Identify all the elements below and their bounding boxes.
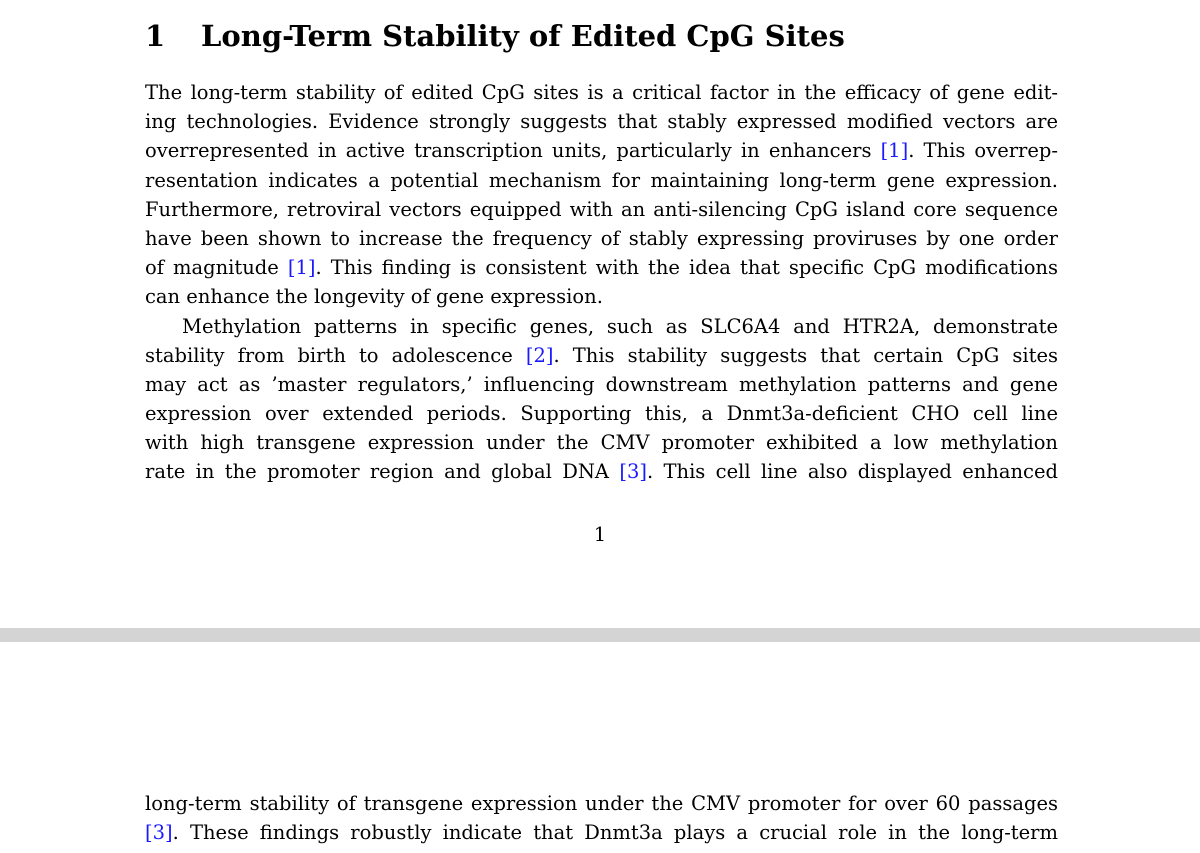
- section-title: Long-Term Stability of Edited CpG Sites: [201, 19, 845, 53]
- citation-link[interactable]: [2]: [525, 343, 554, 367]
- page-2-body: [145, 789, 1058, 847]
- text-line: expression over extended periods. Supporting this, a Dnmt3a-deficient CHO cell line: [145, 402, 1058, 426]
- text-line: Furthermore, retroviral vectors equipped with an anti-silencing CpG island core sequence: [145, 197, 1058, 221]
- page-number: 1: [593, 523, 607, 546]
- text-line: with high transgene expression under the CMV promoter exhibited a low methylation: [145, 431, 1058, 455]
- text-line: can enhance the longevity of gene expression.: [145, 285, 603, 309]
- text-line: stability from birth to adolescence [2]. This stability suggests that certain CpG sites: [145, 343, 1059, 367]
- text-line: resentation indicates a potential mechanism for maintaining long-term gene expression.: [145, 168, 1058, 192]
- text-line: have been shown to increase the frequency of stably expressing proviruses by one order: [145, 226, 1058, 250]
- page-separator: [0, 628, 1200, 642]
- section-number: 1: [145, 19, 166, 53]
- text-line: ing technologies. Evidence strongly suggests that stably expressed modified vectors are: [145, 110, 1058, 134]
- citation-link[interactable]: [3]: [145, 821, 173, 845]
- citation-link[interactable]: [1]: [880, 139, 909, 163]
- citation-link[interactable]: [1]: [287, 256, 316, 280]
- text-line: overrepresented in active transcription units, particularly in enhancers [1]. This overrep-: [145, 139, 1058, 163]
- text-line: Methylation patterns in specific genes, such as SLC6A4 and HTR2A, demonstrate: [182, 314, 1058, 338]
- text-line: of magnitude [1]. This finding is consistent with the idea that specific CpG modifications: [145, 256, 1059, 280]
- text-line: may act as ’master regulators,’ influencing downstream methylation patterns and gene: [145, 372, 1058, 396]
- page-1-body: [145, 78, 1058, 487]
- text-line: The long-term stability of edited CpG sites is a critical factor in the efficacy of gene edit-: [145, 81, 1058, 104]
- text-line: rate in the promoter region and global DNA [3]. This cell line also displayed enhanced: [145, 460, 1058, 484]
- section-heading: [145, 14, 845, 58]
- citation-link[interactable]: [3]: [619, 460, 647, 484]
- text-line: [3]. These findings robustly indicate that Dnmt3a plays a crucial role in the long-term: [145, 821, 1058, 845]
- text-line: long-term stability of transgene expression under the CMV promoter for over 60 passages: [145, 792, 1058, 815]
